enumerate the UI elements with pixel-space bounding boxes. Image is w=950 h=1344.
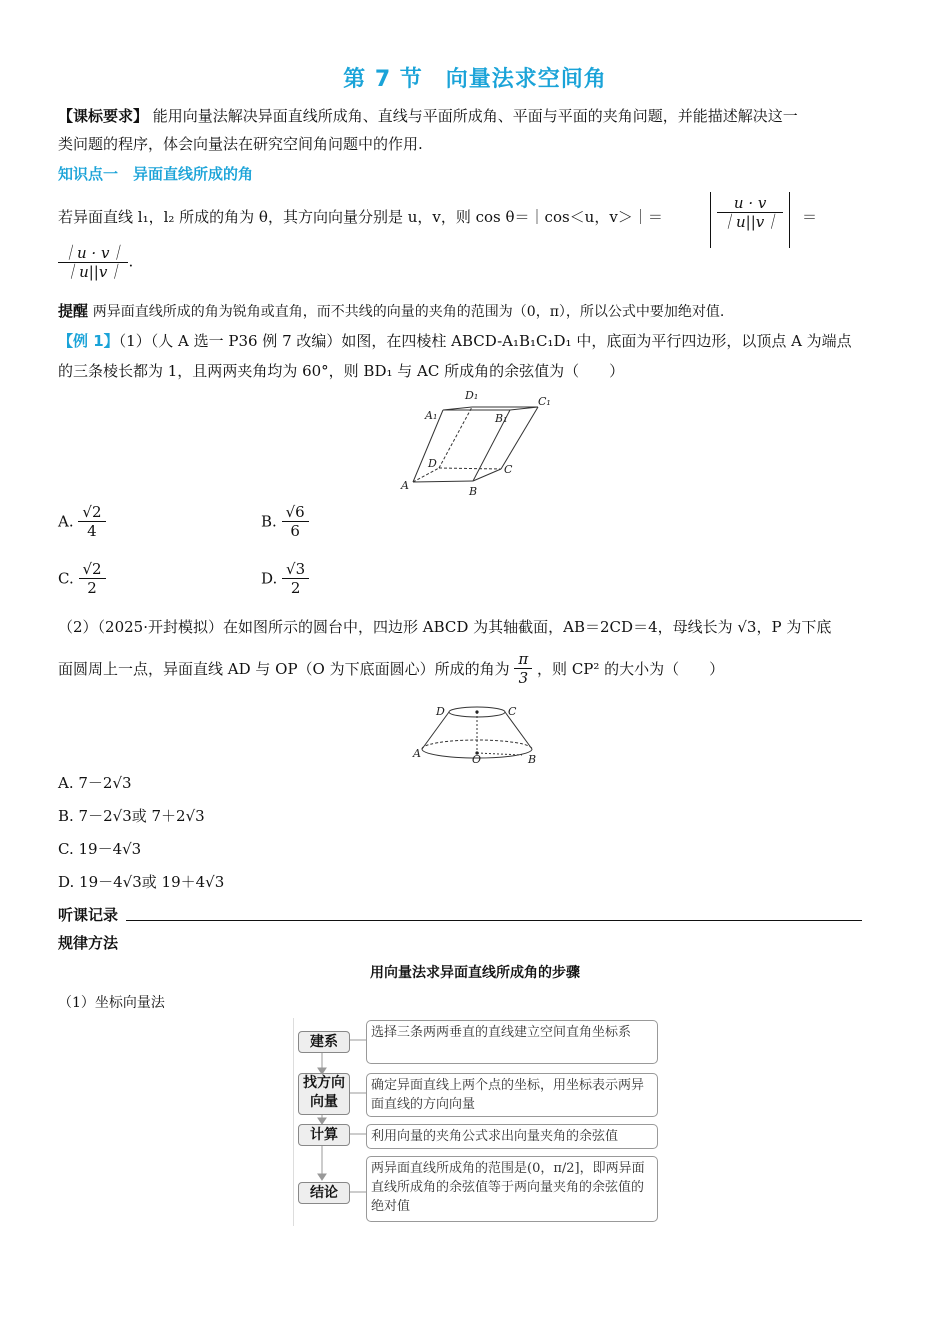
requirement-block [58, 103, 898, 129]
q2-option-a[interactable]: A. 7－2√3 [58, 774, 132, 792]
step-label-build: 建系 [298, 1031, 350, 1053]
label-d1: D₁ [465, 389, 479, 402]
q1-option-d[interactable]: D. $\frac{√3}{2}$ [261, 560, 309, 597]
step-label-vectors: 找方向 向量 [298, 1073, 350, 1115]
radius-ob [477, 753, 522, 755]
step-text-build: 选择三条两两垂直的直线建立空间直角坐标系 [366, 1020, 658, 1064]
q2-text-2a: 面圆周上一点，异面直线 AD 与 OP（O 为下底面圆心）所成的角为 [58, 660, 510, 678]
q2-text-1: （2）（2025·开封模拟）在如图所示的圆台中，四边形 ABCD 为其轴截面，AB＝2CD＝4，母线长为 √3，P 为下底 [58, 618, 832, 636]
tip-label: 提醒 [58, 302, 89, 320]
q1-option-b[interactable]: B. $\frac{√6}{6}$ [261, 503, 309, 540]
knowledge-heading: 知识点一 异面直线所成的角 [58, 165, 254, 183]
q1-option-a[interactable]: A. $\frac{√2}{4}$ [58, 503, 106, 540]
example1-line1 [58, 328, 918, 354]
formula-text: 若异面直线 l₁，l₂ 所成的角为 θ，其方向向量分别是 u，v，则 cos θ＝｜cos＜u，v＞｜＝ [58, 208, 663, 226]
edge-dd1 [439, 407, 472, 468]
frustum-label-b: B [528, 753, 537, 766]
q2-text-2b: ，则 CP² 的大小为（ ） [537, 660, 725, 678]
requirement-text-1: 能用向量法解决异面直线所成角、直线与平面所成角、平面与平面的夹角问题，并能描述解决这一 [152, 107, 798, 125]
requirement-text-2: 类问题的程序，体会向量法在研究空间角问题中的作用. [58, 135, 423, 153]
steps-subtitle: （1）坐标向量法 [58, 995, 165, 1011]
edge-dc [439, 468, 501, 469]
method-label: 规律方法 [58, 934, 119, 952]
requirement-label: 【课标要求】 [58, 107, 149, 125]
step-text-conclusion: 两异面直线所成角的范围是(0，π/2]，即两异面直线所成角的余弦值等于两向量夹角的余弦值的绝对值 [366, 1156, 658, 1222]
pi-numerator: π [518, 650, 529, 668]
frustum-figure [405, 697, 555, 769]
step-label-conclusion: 结论 [298, 1182, 350, 1204]
step-label-compute: 计算 [298, 1124, 350, 1146]
q2-option-c[interactable]: C. 19－4√3 [58, 840, 142, 858]
steps-title: 用向量法求异面直线所成角的步骤 [370, 965, 580, 981]
frustum-label-o: O [472, 753, 482, 766]
label-b1: B₁ [495, 412, 508, 425]
tip-text: 两异面直线所成的角为锐角或直角，而不共线的向量的夹角的范围为（0，π），所以公式中要加绝对值. [92, 304, 725, 320]
step-text-compute: 利用向量的夹角公式求出向量夹角的余弦值 [366, 1124, 658, 1149]
label-c1: C₁ [538, 395, 551, 408]
label-a: A [401, 479, 409, 492]
fraction2-numerator: ｜u · v｜ [62, 244, 125, 262]
pi-denominator: 3 [514, 668, 532, 687]
tip-block [58, 298, 908, 325]
edge-ad [413, 468, 439, 482]
page-title: 第 7 节 向量法求空间角 [343, 67, 607, 92]
fraction2-denominator: ｜u||v｜ [58, 262, 128, 281]
q2-line-2 [58, 650, 724, 687]
q2-option-b[interactable]: B. 7－2√3或 7＋2√3 [58, 807, 205, 825]
frustum-label-d: D [436, 705, 445, 718]
fraction-denominator: ｜u||v｜ [717, 212, 783, 231]
label-a1: A₁ [425, 409, 438, 422]
step-text-vectors: 确定异面直线上两个点的坐标，用坐标表示两异面直线的方向向量 [366, 1073, 658, 1117]
frustum-label-c: C [508, 705, 517, 718]
formula-fraction-2 [58, 244, 133, 281]
arrow-3 [318, 1174, 326, 1180]
prism-figure [395, 385, 565, 497]
frustum-label-a: A [413, 747, 421, 760]
edge-bc [473, 469, 501, 481]
formula-row [58, 194, 858, 240]
q1-text-2: 的三条棱长都为 1，且两两夹角均为 60°，则 BD₁ 与 AC 所成角的余弦值为（ ） [58, 362, 625, 380]
q1-option-c[interactable]: C. $\frac{√2}{2}$ [58, 560, 106, 597]
label-c: C [504, 463, 513, 476]
fraction-numerator: u · v [733, 194, 767, 212]
notes-label: 听课记录 [58, 906, 119, 924]
flow-divider [293, 1018, 294, 1226]
equals-sign: ＝ [802, 208, 818, 226]
label-b: B [469, 485, 478, 497]
q1-text-1: （1）（人 A 选一 P36 例 7 改编）如图，在四棱柱 ABCD-A₁B₁C₁D₁ 中，底面为平行四边形，以顶点 A 为端点 [118, 332, 852, 350]
edge-ab [413, 481, 473, 482]
label-d: D [428, 457, 437, 470]
example-label: 【例 1】 [58, 332, 119, 350]
q2-option-d[interactable]: D. 19－4√3或 19＋4√3 [58, 873, 225, 891]
formula-period: . [128, 252, 134, 271]
notes-underline[interactable] [126, 920, 862, 921]
abs-fraction [710, 192, 790, 248]
